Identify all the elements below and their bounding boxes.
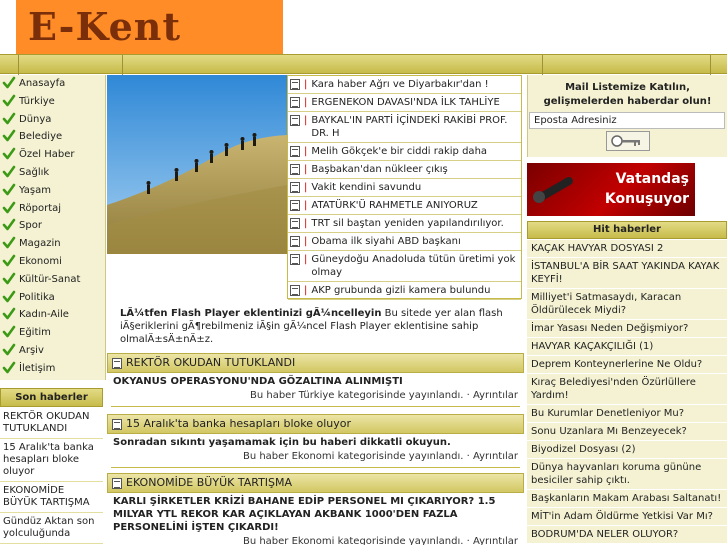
nav-item[interactable] — [0, 342, 105, 360]
check-icon — [2, 183, 16, 197]
nav-item[interactable] — [0, 146, 105, 164]
nav-item[interactable] — [0, 93, 105, 111]
document-icon — [290, 285, 300, 296]
flash-notice-text: Bu sitede yer alan flash iÃ§eriklerini gÃ¶rebilmeniz iÃ§in gÃ¼ncel Flash Player eklentisine sahip olmalÄ±sÄ±nÄ±z. — [120, 308, 503, 345]
headline-item[interactable] — [288, 161, 521, 179]
flash-notice-title: LÃ¼tfen Flash Player eklentinizi gÃ¼ncelleyin — [120, 308, 382, 319]
hit-haber-item[interactable]: Dünya hayvanları koruma gününe besiciler sahip çıktı. — [527, 459, 727, 490]
document-icon — [290, 146, 300, 157]
hit-haberler-title: Hit haberler — [527, 221, 727, 239]
nav-item-label: Politika — [19, 291, 55, 303]
son-haber-item[interactable]: REKTÖR OKUDAN TUTUKLANDI — [0, 408, 103, 439]
document-icon — [112, 419, 122, 430]
hit-haber-item[interactable]: KAÇAK HAVYAR DOSYASI 2 — [527, 240, 727, 258]
headline-text: TRT sil baştan yeniden yapılandırılıyor. — [311, 218, 504, 229]
nav-item[interactable] — [0, 235, 105, 253]
document-icon — [112, 478, 122, 489]
headline-item[interactable] — [288, 94, 521, 112]
news-title[interactable]: REKTÖR OKUDAN TUTUKLANDI — [107, 353, 524, 373]
hit-haberler-list — [527, 240, 727, 544]
top-menu-bar — [0, 54, 727, 74]
headline-list — [287, 75, 522, 299]
hit-haber-item[interactable]: Sonu Uzanlara Mı Benzeyecek? — [527, 423, 727, 441]
document-icon — [290, 254, 300, 265]
nav-item-label: Eğitim — [19, 327, 51, 339]
check-icon — [2, 147, 16, 161]
check-icon — [2, 361, 16, 375]
headline-text: Güneydoğu Anadoluda tütün üretimi yok olmay — [311, 254, 516, 278]
check-icon — [2, 76, 16, 90]
separator-bar: | — [304, 115, 308, 126]
headline-item[interactable] — [288, 215, 521, 233]
son-haber-item[interactable]: EKONOMİDE BÜYÜK TARTIŞMA — [0, 482, 103, 513]
nav-item[interactable] — [0, 75, 105, 93]
news-meta[interactable]: Bu haber Ekonomi kategorisinde yayınlandı. · Ayrıntılar — [242, 451, 518, 462]
nav-item-label: İletişim — [19, 362, 56, 374]
news-summary[interactable]: Sonradan sıkıntı yaşamamak için bu haberi dikkatli okuyun. — [113, 437, 451, 448]
headline-photo[interactable] — [107, 75, 287, 254]
document-icon — [290, 164, 300, 175]
separator-bar: | — [304, 97, 308, 108]
check-icon — [2, 94, 16, 108]
nav-item[interactable] — [0, 324, 105, 342]
headline-item[interactable] — [288, 282, 521, 300]
nav-item-label: Dünya — [19, 113, 52, 125]
headline-text: Başbakan'dan nükleer çıkış — [311, 164, 448, 175]
nav-item[interactable] — [0, 217, 105, 235]
nav-item-label: Kadın-Aile — [19, 309, 69, 321]
nav-item-label: Anasayfa — [19, 78, 66, 89]
check-icon — [2, 165, 16, 179]
main-navigation — [0, 75, 106, 380]
hit-haber-item[interactable]: MİT'in Adam Öldürme Yetkisi Var Mı? — [527, 508, 727, 526]
separator-bar: | — [304, 79, 308, 90]
flash-notice — [120, 307, 515, 346]
nav-item-label: Sağlık — [19, 166, 50, 178]
check-icon — [2, 272, 16, 286]
separator-bar: | — [304, 285, 308, 296]
news-title[interactable]: EKONOMİDE BÜYÜK TARTIŞMA — [107, 473, 524, 493]
check-icon — [2, 218, 16, 232]
son-haberler-list — [0, 408, 103, 544]
email-input[interactable] — [529, 112, 725, 129]
headline-item[interactable] — [288, 251, 521, 282]
separator-bar: | — [304, 254, 308, 265]
hit-haber-item[interactable]: Bu Kurumlar Denetleniyor Mu? — [527, 405, 727, 423]
microphone-icon — [527, 163, 587, 216]
headline-item[interactable] — [288, 197, 521, 215]
news-meta[interactable]: Bu haber Türkiye kategorisinde yayınlandı. · Ayrıntılar — [249, 390, 518, 401]
document-icon — [290, 115, 300, 126]
nav-item[interactable] — [0, 111, 105, 129]
nav-item-label: Arşiv — [19, 344, 44, 356]
nav-item-label: Röportaj — [19, 202, 62, 214]
document-icon — [290, 97, 300, 108]
mail-list-title: Mail Listemize Katılın, gelişmelerden haberdar olun! — [543, 82, 712, 107]
news-item — [107, 473, 524, 545]
document-icon — [290, 182, 300, 193]
document-icon — [112, 358, 122, 369]
hit-haber-item[interactable]: İmar Yasası Neden Değişmiyor? — [527, 320, 727, 338]
hit-haber-item[interactable]: BODRUM'DA NELER OLUYOR? — [527, 526, 727, 544]
news-item — [107, 414, 524, 468]
separator-bar: | — [304, 182, 308, 193]
son-haber-item[interactable]: Gündüz Aktan son yolculuğunda — [0, 513, 103, 544]
vatandas-konusuyor-banner[interactable] — [527, 163, 695, 216]
logo-text: E-Kent — [28, 4, 181, 49]
news-title[interactable]: 15 Aralık'ta banka hesapları bloke oluyor — [107, 414, 524, 434]
hit-haber-item[interactable]: HAVYAR KAÇAKÇILIĞI (1) — [527, 338, 727, 356]
headline-text: Melih Gökçek'e bir ciddi rakip daha — [311, 146, 488, 157]
document-icon — [290, 236, 300, 247]
nav-item[interactable] — [0, 360, 105, 378]
nav-item-label: Spor — [19, 220, 42, 232]
nav-item-label: Magazin — [19, 238, 61, 250]
hit-haber-item[interactable]: Başkanların Makam Arabası Saltanatı! — [527, 490, 727, 508]
document-icon — [290, 79, 300, 90]
nav-item-label: Özel Haber — [19, 149, 75, 161]
hikers-photo — [107, 75, 287, 254]
nav-item[interactable] — [0, 200, 105, 218]
headline-item[interactable] — [288, 143, 521, 161]
nav-item[interactable] — [0, 271, 105, 289]
headline-item[interactable] — [288, 179, 521, 197]
separator-bar: | — [304, 200, 308, 211]
nav-item[interactable] — [0, 128, 105, 146]
banner-line1: Vatandaş — [615, 171, 689, 187]
nav-item-label: Belediye — [19, 131, 63, 143]
headline-text: ATATÜRK'Ü RAHMETLE ANIYORUZ — [311, 200, 478, 211]
son-haber-item[interactable]: 15 Aralık'ta banka hesapları bloke oluyor — [0, 439, 103, 482]
nav-item-label: Ekonomi — [19, 255, 62, 267]
subscribe-button[interactable] — [606, 131, 650, 151]
headline-item[interactable] — [288, 76, 521, 94]
headline-text: ERGENEKON DAVASI'NDA İLK TAHLİYE — [311, 97, 500, 108]
mail-list-box — [527, 75, 727, 157]
headline-item[interactable] — [288, 233, 521, 251]
check-icon — [2, 254, 16, 268]
headline-text: Kara haber Ağrı ve Diyarbakır'dan ! — [311, 79, 489, 90]
nav-item[interactable] — [0, 306, 105, 324]
news-summary[interactable]: OKYANUS OPERASYONU'NDA GÖZALTINA ALINMIŞTI — [113, 376, 403, 387]
check-icon — [2, 307, 16, 321]
headline-text: AKP grubunda gizli kamera bulundu — [311, 285, 491, 296]
nav-item-label: Kültür-Sanat — [19, 273, 81, 285]
hit-haber-item[interactable]: İSTANBUL'A BİR SAAT YAKINDA KAYAK KEYFİ! — [527, 258, 727, 289]
hit-haber-item[interactable]: Biyodizel Dosyası (2) — [527, 441, 727, 459]
check-icon — [2, 112, 16, 126]
headline-item[interactable] — [288, 112, 521, 143]
hit-haber-item[interactable]: Milliyet'i Satmasaydı, Karacan Öldürülecek Miydi? — [527, 289, 727, 320]
check-icon — [2, 290, 16, 304]
check-icon — [2, 129, 16, 143]
check-icon — [2, 201, 16, 215]
headline-text: BAYKAL'IN PARTİ İÇİNDEKİ RAKİBİ PROF. DR. H — [311, 115, 508, 139]
key-icon — [607, 132, 649, 150]
son-haberler-title: Son haberler — [0, 388, 103, 407]
banner-line2: Konuşuyor — [604, 191, 689, 207]
nav-item[interactable] — [0, 164, 105, 182]
separator-bar: | — [304, 236, 308, 247]
headline-text: Obama ilk siyahi ABD başkanı — [311, 236, 461, 247]
separator-bar: | — [304, 218, 308, 229]
news-item — [107, 353, 524, 407]
news-summary[interactable]: KARLI ŞİRKETLER KRİZİ BAHANE EDİP PERSONEL MI ÇIKARIYOR? 1.5 MILYAR YTL REKOR KAR AÇIKLAYAN AKBANK 1000'DEN FAZLA PERSONELİNİ İŞTEN ÇIKARDI! — [113, 496, 496, 533]
hit-haber-item[interactable]: Kıraç Belediyesi'nden Özürlüllere Yardım! — [527, 374, 727, 405]
nav-item[interactable] — [0, 253, 105, 271]
news-meta[interactable]: Bu haber Ekonomi kategorisinde yayınlandı. · Ayrıntılar — [242, 536, 518, 545]
hit-haber-item[interactable]: Deprem Konteynerlerine Ne Oldu? — [527, 356, 727, 374]
document-icon — [290, 218, 300, 229]
check-icon — [2, 236, 16, 250]
nav-item[interactable] — [0, 182, 105, 200]
nav-item-label: Yaşam — [19, 184, 51, 196]
site-logo[interactable] — [16, 0, 283, 56]
nav-item-label: Türkiye — [19, 95, 55, 107]
separator-bar: | — [304, 146, 308, 157]
headline-text: Vakit kendini savundu — [311, 182, 422, 193]
check-icon — [2, 343, 16, 357]
document-icon — [290, 200, 300, 211]
separator-bar: | — [304, 164, 308, 175]
nav-item[interactable] — [0, 289, 105, 307]
check-icon — [2, 325, 16, 339]
